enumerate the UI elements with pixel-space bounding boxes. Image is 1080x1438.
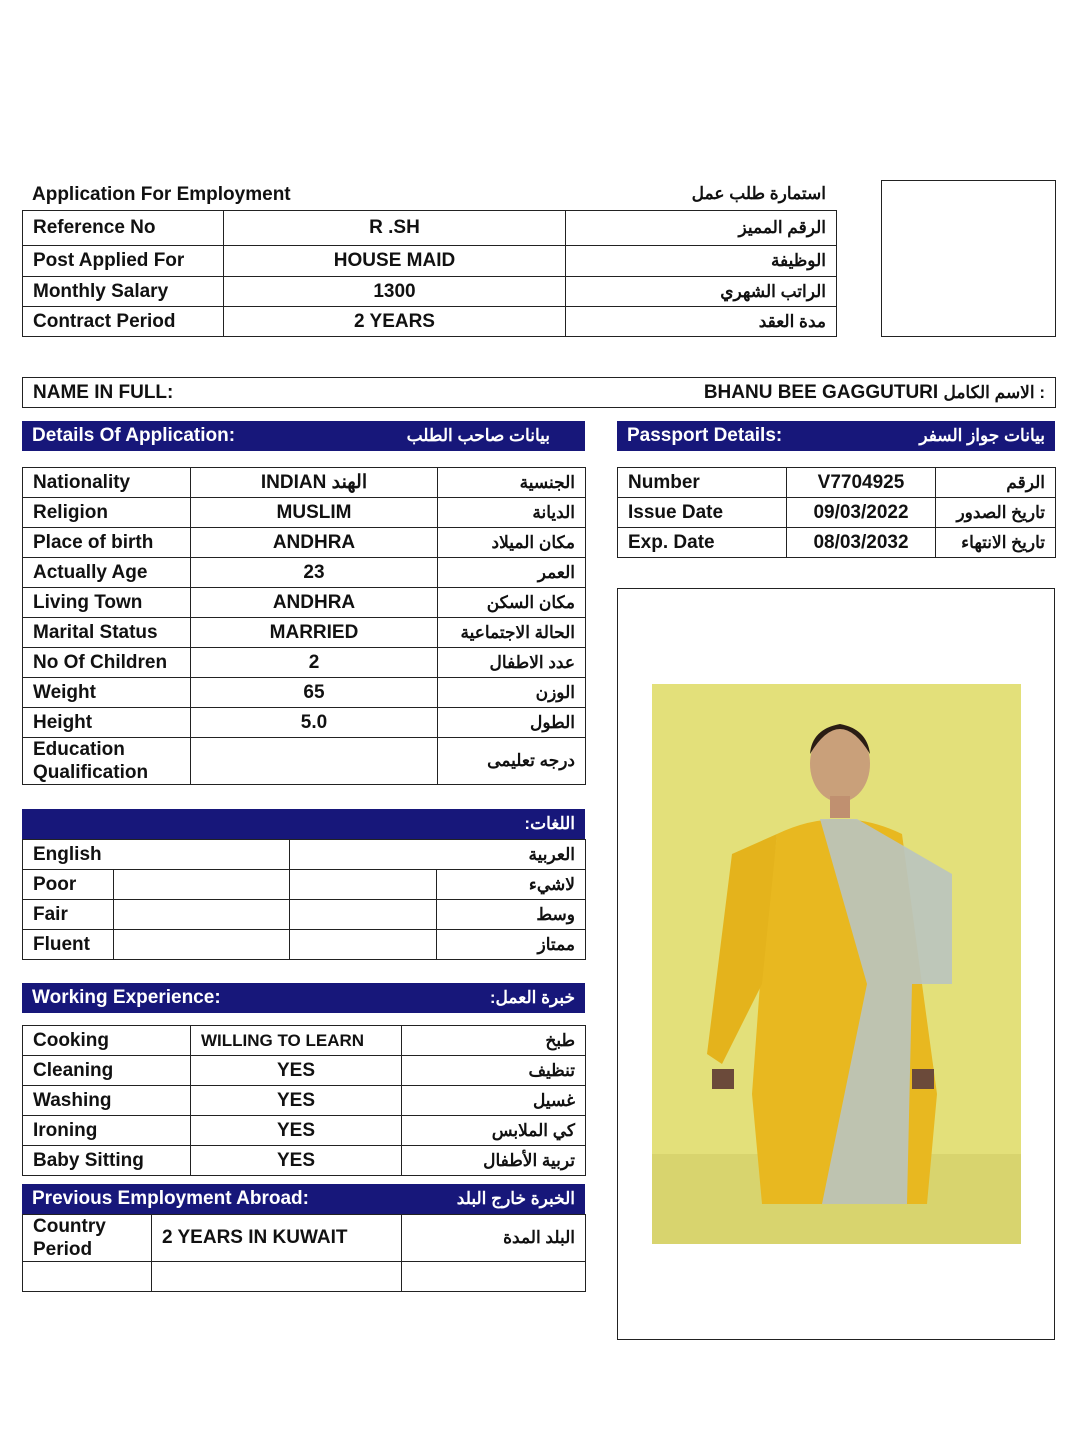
row-value: WILLING TO LEARN: [191, 1026, 402, 1056]
table-row: [23, 1026, 586, 1056]
abroad-label-ar: البلد المدة: [402, 1215, 586, 1262]
row-label-ar: تربية الأطفال: [402, 1146, 586, 1176]
row-value: YES: [191, 1086, 402, 1116]
row-value: 65: [191, 678, 438, 708]
row-label-ar: الوزن: [438, 678, 586, 708]
row-label: Post Applied For: [23, 246, 224, 277]
row-value: YES: [191, 1116, 402, 1146]
passport-header-en: Passport Details:: [627, 425, 783, 446]
form-title: Application For Employment: [32, 184, 291, 205]
row-label: Reference No: [23, 211, 224, 246]
passport-header-ar: بيانات جواز السفر: [919, 426, 1045, 445]
row-value: MUSLIM: [191, 498, 438, 528]
row-value: R .SH: [224, 211, 566, 246]
table-row: [618, 528, 1056, 558]
table-row: [23, 1056, 586, 1086]
table-row: [23, 468, 586, 498]
row-label: Exp. Date: [618, 528, 787, 558]
abroad-row: [23, 1215, 586, 1262]
row-label-ar: الرقم: [936, 468, 1056, 498]
language-level-row: [23, 930, 586, 960]
row-label: No Of Children: [23, 648, 191, 678]
row-label: Ironing: [23, 1116, 191, 1146]
passport-header: [617, 421, 1055, 451]
english-level-cell: [114, 930, 290, 960]
row-label: Issue Date: [618, 498, 787, 528]
row-label: Cleaning: [23, 1056, 191, 1086]
level-label: Fluent: [23, 930, 114, 960]
table-row: [23, 648, 586, 678]
row-value: INDIAN الهند: [191, 468, 438, 498]
empty-cell: [23, 1262, 152, 1292]
table-row: [23, 246, 837, 277]
table-row: [23, 738, 586, 785]
row-value: HOUSE MAID: [224, 246, 566, 277]
row-label-ar: كي الملابس: [402, 1116, 586, 1146]
row-value: V7704925: [787, 468, 936, 498]
row-label-ar: مدة العقد: [566, 307, 837, 337]
table-row: [23, 1086, 586, 1116]
english-level-cell: [114, 900, 290, 930]
abroad-value: 2 YEARS IN KUWAIT: [152, 1215, 402, 1262]
experience-header-ar: خبرة العمل:: [489, 988, 575, 1007]
row-value: 2 YEARS: [224, 307, 566, 337]
details-table: [22, 467, 586, 785]
abroad-header-en: Previous Employment Abroad:: [32, 1188, 309, 1209]
arabic-level-cell: [290, 900, 437, 930]
abroad-table: [22, 1214, 586, 1292]
language-english-label: English: [23, 840, 290, 870]
details-header-ar: بيانات صاحب الطلب: [406, 426, 550, 445]
row-label: Washing: [23, 1086, 191, 1116]
row-value: YES: [191, 1146, 402, 1176]
row-label: Cooking: [23, 1026, 191, 1056]
empty-cell: [402, 1262, 586, 1292]
row-label-ar: مكان الميلاد: [438, 528, 586, 558]
empty-cell: [152, 1262, 402, 1292]
job-info-table: [22, 210, 837, 337]
arabic-level-cell: [290, 930, 437, 960]
row-label: Religion: [23, 498, 191, 528]
full-name-label: NAME IN FULL:: [33, 381, 174, 403]
experience-header: [22, 983, 585, 1013]
language-row-english: [23, 840, 586, 870]
row-value: 09/03/2022: [787, 498, 936, 528]
table-row: [23, 498, 586, 528]
row-label-ar: الطول: [438, 708, 586, 738]
row-label-ar: عدد الاطفال: [438, 648, 586, 678]
table-row: [23, 678, 586, 708]
level-label-ar: ممتاز: [437, 930, 586, 960]
table-row: [23, 1146, 586, 1176]
language-level-row: [23, 900, 586, 930]
languages-table: [22, 839, 586, 960]
table-row: [23, 528, 586, 558]
row-label-ar: طبخ: [402, 1026, 586, 1056]
row-value: 5.0: [191, 708, 438, 738]
table-row: [23, 277, 837, 307]
table-row: [618, 498, 1056, 528]
row-label: Actually Age: [23, 558, 191, 588]
arabic-level-cell: [290, 870, 437, 900]
row-label-ar: الراتب الشهري: [566, 277, 837, 307]
row-label-ar: تاريخ الانتهاء: [936, 528, 1056, 558]
form-title-arabic: استمارة طلب عمل: [691, 184, 826, 203]
row-label: Monthly Salary: [23, 277, 224, 307]
abroad-label: Country Period: [23, 1215, 152, 1262]
row-label: Weight: [23, 678, 191, 708]
row-label: Nationality: [23, 468, 191, 498]
table-row: [23, 307, 837, 337]
row-label: Place of birth: [23, 528, 191, 558]
languages-header-ar: اللغات:: [524, 814, 575, 833]
row-value: 2: [191, 648, 438, 678]
full-name-label-arabic: : الاسم الكامل: [943, 382, 1045, 402]
table-row: [23, 211, 837, 246]
row-label-ar: العمر: [438, 558, 586, 588]
row-value: ANDHRA: [191, 528, 438, 558]
row-value: 1300: [224, 277, 566, 307]
abroad-header: [22, 1184, 585, 1214]
row-label-ar: تاريخ الصدور: [936, 498, 1056, 528]
row-label-ar: درجه تعليمى: [438, 738, 586, 785]
details-header: [22, 421, 585, 451]
row-label: Baby Sitting: [23, 1146, 191, 1176]
row-value: YES: [191, 1056, 402, 1086]
language-level-row: [23, 870, 586, 900]
row-label-ar: الوظيفة: [566, 246, 837, 277]
full-name-row: [22, 377, 1056, 408]
row-label-ar: غسيل: [402, 1086, 586, 1116]
table-row: [23, 708, 586, 738]
abroad-empty-row: [23, 1262, 586, 1292]
language-arabic-label: العربية: [290, 840, 586, 870]
row-label: Number: [618, 468, 787, 498]
applicant-photo: [652, 684, 1021, 1244]
row-label-ar: تنظيف: [402, 1056, 586, 1086]
level-label: Fair: [23, 900, 114, 930]
row-label: Height: [23, 708, 191, 738]
level-label-ar: لاشيء: [437, 870, 586, 900]
languages-header: [22, 809, 585, 839]
row-label: Education Qualification: [23, 738, 191, 785]
photo-frame: [617, 588, 1055, 1340]
english-level-cell: [114, 870, 290, 900]
row-value: MARRIED: [191, 618, 438, 648]
level-label-ar: وسط: [437, 900, 586, 930]
table-row: [618, 468, 1056, 498]
row-label: Living Town: [23, 588, 191, 618]
row-label: Marital Status: [23, 618, 191, 648]
experience-table: [22, 1025, 586, 1176]
table-row: [23, 588, 586, 618]
row-label-ar: الجنسية: [438, 468, 586, 498]
details-header-en: Details Of Application:: [32, 425, 236, 446]
row-value: 23: [191, 558, 438, 588]
row-label-ar: الحالة الاجتماعية: [438, 618, 586, 648]
row-value: [191, 738, 438, 785]
passport-table: [617, 467, 1056, 558]
row-label-ar: الرقم المميز: [566, 211, 837, 246]
row-value: ANDHRA: [191, 588, 438, 618]
table-row: [23, 618, 586, 648]
table-row: [23, 558, 586, 588]
level-label: Poor: [23, 870, 114, 900]
experience-header-en: Working Experience:: [32, 987, 221, 1008]
abroad-header-ar: الخبرة خارج البلد: [456, 1189, 575, 1208]
row-label-ar: مكان السكن: [438, 588, 586, 618]
photo-placeholder-box: [881, 180, 1056, 337]
table-row: [23, 1116, 586, 1146]
row-label-ar: الديانة: [438, 498, 586, 528]
row-value: 08/03/2032: [787, 528, 936, 558]
full-name-value: BHANU BEE GAGGUTURI: [703, 381, 939, 403]
row-label: Contract Period: [23, 307, 224, 337]
